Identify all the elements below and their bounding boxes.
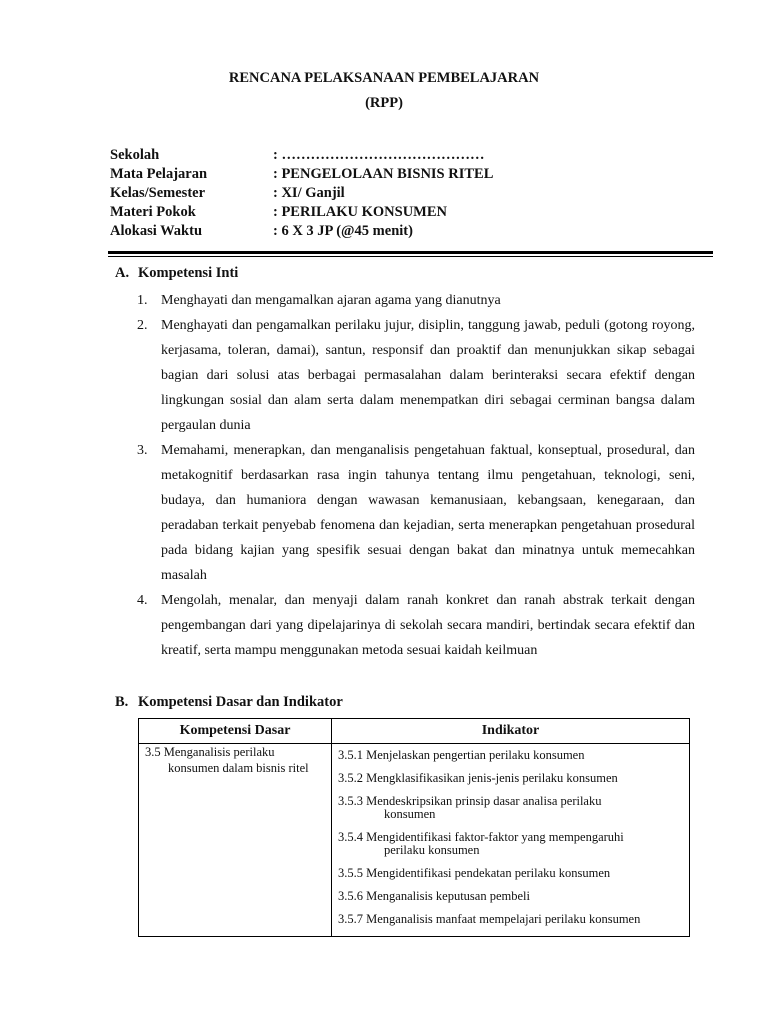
identity-value: : 6 X 3 JP (@45 menit) xyxy=(273,223,413,239)
list-item xyxy=(137,313,695,438)
competency-table xyxy=(138,718,690,937)
indicator-cell xyxy=(332,744,690,937)
list-text: Menghayati dan mengamalkan ajaran agama yang dianutnya xyxy=(161,293,501,308)
section-letter: A. xyxy=(115,265,130,281)
section-title: Kompetensi Dasar dan Indikator xyxy=(138,694,343,710)
identity-label: Sekolah xyxy=(110,147,160,163)
indicator-text: 3.5.7 Menganalisis manfaat mempelajari perilaku konsumen xyxy=(338,912,641,926)
kd-text-cont: konsumen dalam bisnis ritel xyxy=(168,761,309,775)
section-a-heading xyxy=(115,265,238,282)
identity-label: Materi Pokok xyxy=(110,204,196,220)
list-item xyxy=(137,588,695,663)
indicator-item xyxy=(338,913,681,926)
kd-cell xyxy=(139,744,332,937)
indicator-item xyxy=(338,867,681,880)
identity-label: Mata Pelajaran xyxy=(110,166,208,182)
indicator-text-cont: perilaku konsumen xyxy=(384,843,480,857)
indicator-text: 3.5.6 Menganalisis keputusan pembeli xyxy=(338,889,530,903)
indicator-text: 3.5.4 Mengidentifikasi faktor-faktor yang mempengaruhi xyxy=(338,830,624,844)
indicator-item xyxy=(338,795,681,821)
indicator-item xyxy=(338,831,681,857)
column-header-kd: Kompetensi Dasar xyxy=(139,719,332,744)
identity-value: : XI/ Ganjil xyxy=(273,185,345,201)
list-text: Menghayati dan pengamalkan perilaku jujur, disiplin, tanggung jawab, peduli (gotong royong, kerjasama, toleran, damai), santun, responsif dan proaktif dan menunjukkan sikap sebagai bagian dari solusi atas berbagai permasalahan dalam berinteraksi secara efektif dengan lingkungan sosial dan alam serta dalam menempatkan diri sebagai cerminan bangsa dalam pergaulan dunia xyxy=(161,318,695,433)
list-number: 1. xyxy=(137,293,148,308)
indicator-item xyxy=(338,772,681,785)
list-item xyxy=(137,438,695,588)
kd-text-line1: 3.5 Menganalisis perilaku xyxy=(145,745,275,759)
identity-value: : PENGELOLAAN BISNIS RITEL xyxy=(273,166,494,182)
identity-row-school xyxy=(110,146,493,165)
indicator-item xyxy=(338,749,681,762)
list-number: 4. xyxy=(137,593,148,608)
section-b-heading xyxy=(115,694,343,711)
indicator-text-cont: konsumen xyxy=(384,807,436,821)
column-header-indikator: Indikator xyxy=(332,719,690,744)
indicator-text: 3.5.2 Mengklasifikasikan jenis-jenis perilaku konsumen xyxy=(338,771,618,785)
list-number: 2. xyxy=(137,318,148,333)
list-text: Memahami, menerapkan, dan menganalisis pengetahuan faktual, konseptual, prosedural, dan metakognitif berdasarkan rasa ingin tahunya tentang ilmu pengetahuan, teknologi, seni, budaya, dan humaniora dengan wawasan kemanusiaan, kebangsaan, kenegaraan, dan peradaban terkait penyebab fenomena dan kejadian, serta menerapkan pengetahuan prosedural pada bidang kajian yang spesifik sesuai dengan bakat dan minatnya untuk memecahkan masalah xyxy=(161,443,695,583)
identity-row-subject xyxy=(110,165,493,184)
document-subtitle: (RPP) xyxy=(365,95,403,111)
list-item xyxy=(137,288,695,313)
identity-block xyxy=(110,146,493,241)
identity-label: Alokasi Waktu xyxy=(110,223,203,239)
list-text: Mengolah, menalar, dan menyaji dalam ranah konkret dan ranah abstrak terkait dengan pengembangan dari yang dipelajarinya di sekolah secara mandiri, bertindak secara efektif dan kreatif, serta mampu menggunakan metoda sesuai kaidah keilmuan xyxy=(161,593,695,658)
indicator-text: 3.5.1 Menjelaskan pengertian perilaku konsumen xyxy=(338,748,585,762)
table-header-row xyxy=(139,719,690,744)
list-number: 3. xyxy=(137,443,148,458)
identity-row-class xyxy=(110,184,493,203)
competency-list xyxy=(137,288,695,663)
identity-label: Kelas/Semester xyxy=(110,185,206,201)
identity-value: : …………………………………… xyxy=(273,147,485,163)
document-title: RENCANA PELAKSANAAN PEMBELAJARAN xyxy=(228,70,540,86)
identity-value: : PERILAKU KONSUMEN xyxy=(273,204,448,220)
identity-row-time xyxy=(110,222,493,241)
indicator-text: 3.5.5 Mengidentifikasi pendekatan perilaku konsumen xyxy=(338,866,611,880)
indicator-text: 3.5.3 Mendeskripsikan prinsip dasar analisa perilaku xyxy=(338,794,602,808)
table-row xyxy=(139,744,690,937)
section-letter: B. xyxy=(115,694,129,710)
indicator-item xyxy=(338,890,681,903)
divider-thin xyxy=(108,256,713,257)
divider-thick xyxy=(108,251,713,254)
section-title: Kompetensi Inti xyxy=(138,265,239,281)
identity-row-topic xyxy=(110,203,493,222)
